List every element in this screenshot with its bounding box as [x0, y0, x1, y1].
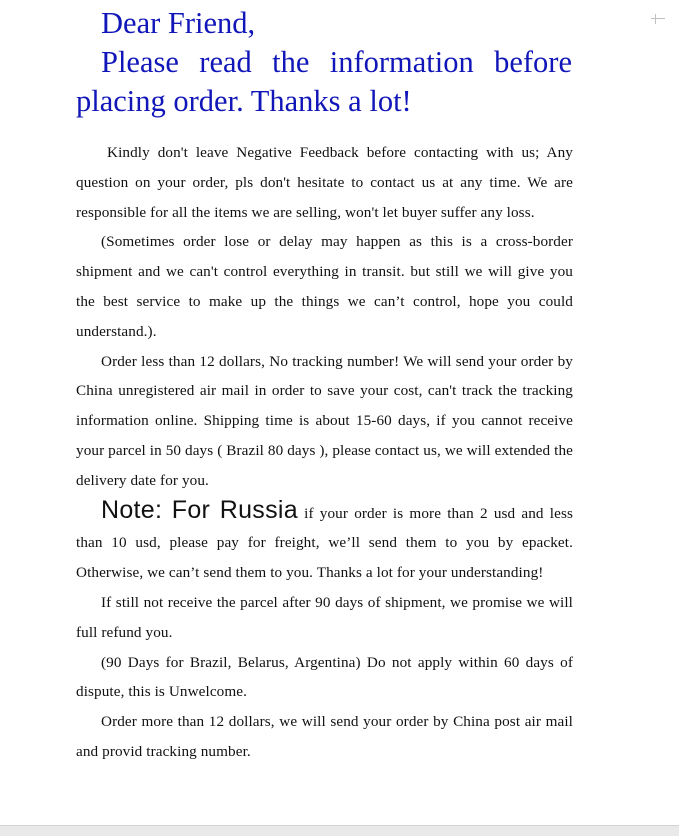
- crop-mark-vertical: [655, 14, 656, 24]
- page-bottom-edge: [0, 825, 679, 836]
- russia-note-text: if your order is more than 2 usd and less than 10 usd, please pay for freight, we’ll send them to you by epacket. Otherwise, we can’t send them to you. Thanks a lot for your understanding!: [76, 504, 573, 582]
- page-heading: [76, 4, 572, 121]
- tracked-shipping-paragraph: Order more than 12 dollars, we will send your order by China post air mail and provid tracking number.: [76, 713, 573, 760]
- shipping-delay-paragraph: (Sometimes order lose or delay may happen as this is a cross-border shipment and we can't control everything in transit. but still we will give you the best service to make up the things we can’t control, hope you could understand.).: [76, 233, 573, 340]
- corner-crop-mark: [651, 14, 665, 24]
- untracked-shipping-paragraph: Order less than 12 dollars, No tracking number! We will send your order by China unregistered air mail in order to save your cost, can't track the tracking information online. Shipping time is about 15-60 days, if you cannot receive your parcel in 50 days ( Brazil 80 days ), please contact us, we will extended the delivery date for you.: [76, 352, 573, 489]
- crop-mark-horizontal: [651, 18, 665, 19]
- russia-note-lead: Note: For Russia: [101, 495, 298, 524]
- notice-body: [76, 138, 573, 767]
- russia-note-paragraph: [76, 496, 573, 588]
- heading-thanks: placing order. Thanks a lot!: [76, 84, 412, 118]
- feedback-paragraph: Kindly don't leave Negative Feedback before contacting with us; Any question on your order, pls don't hesitate to contact us at any time. We are responsible for all the items we are selling, won't let buyer suffer any loss.: [76, 144, 573, 221]
- dispute-paragraph: (90 Days for Brazil, Belarus, Argentina) Do not apply within 60 days of dispute, this is Unwelcome.: [76, 653, 573, 701]
- refund-paragraph: If still not receive the parcel after 90 days of shipment, we promise we will full refund you.: [76, 593, 573, 641]
- heading-greeting: Dear Friend,: [101, 6, 256, 40]
- heading-instruction: Please read the information before: [101, 45, 572, 79]
